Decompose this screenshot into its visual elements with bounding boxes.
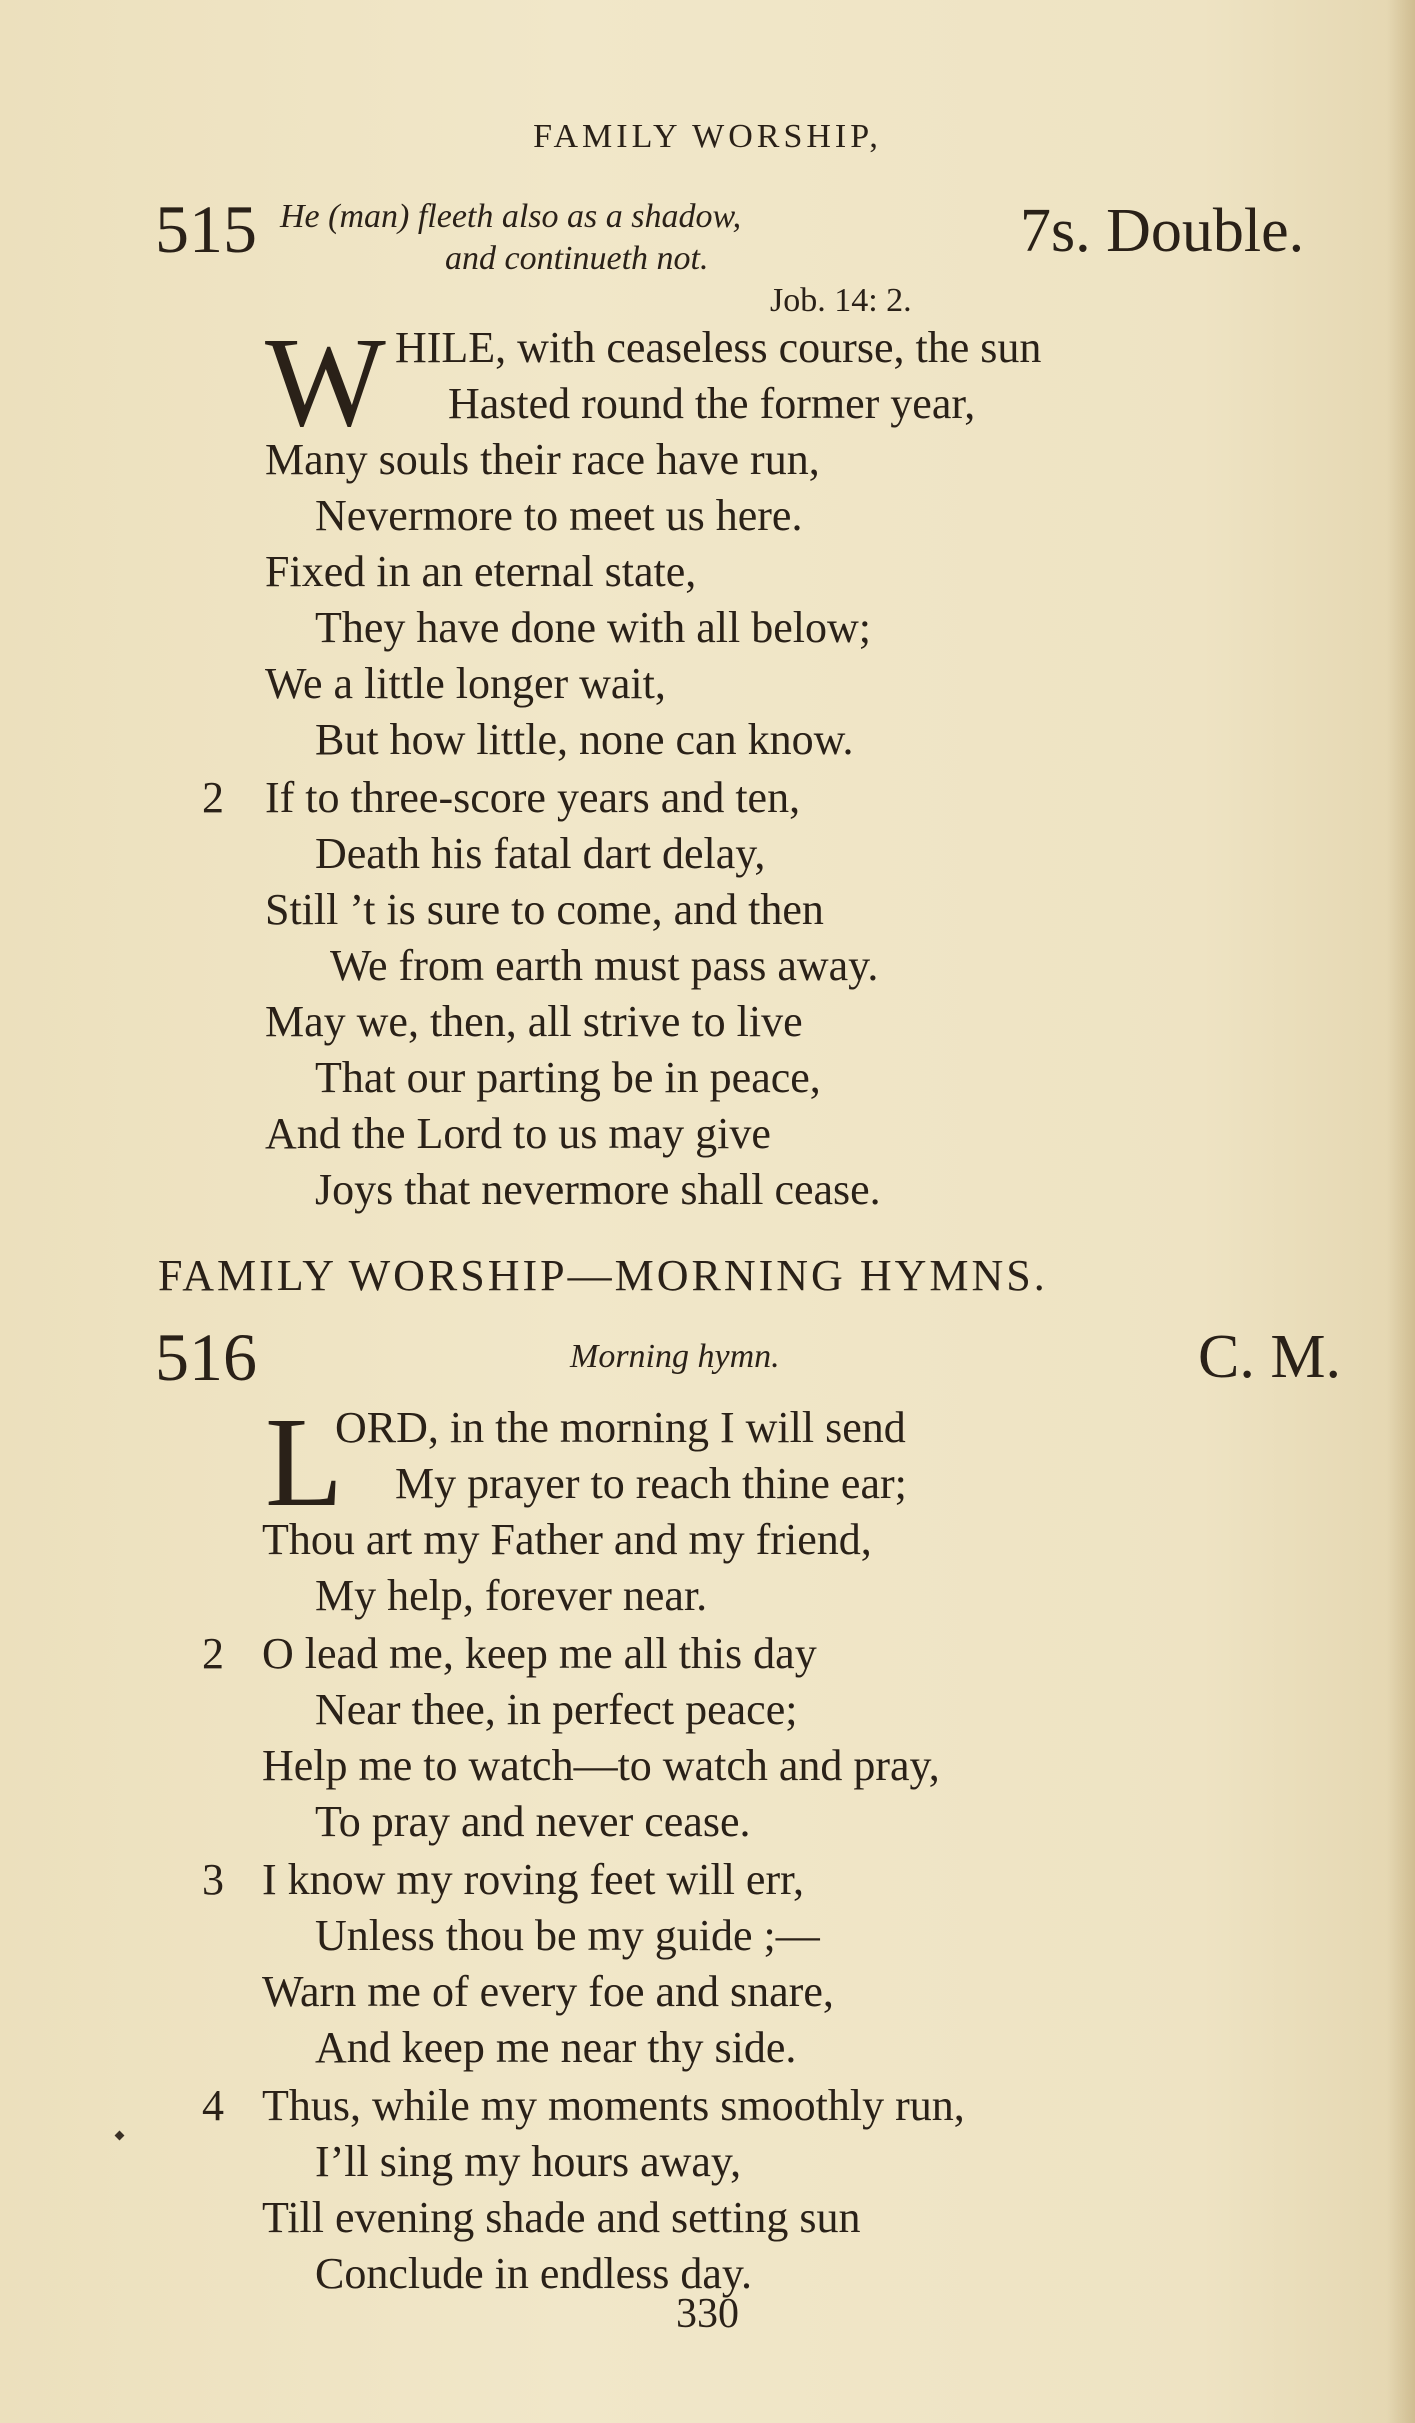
hymn-515-line-5: Fixed in an eternal state, <box>265 547 697 596</box>
hymn-516-line-10: Unless thou be my guide ;— <box>315 1911 820 1960</box>
hymn-number-516: 516 <box>155 1319 257 1395</box>
running-head: FAMILY WORSHIP, <box>533 118 882 155</box>
hymn-516-stanza-number-4: 4 <box>202 2081 224 2130</box>
hymn-515-line-16: Joys that nevermore shall cease. <box>315 1165 881 1214</box>
hymn-515-stanza-number-2: 2 <box>202 773 224 822</box>
hymn-515-line-15: And the Lord to us may give <box>265 1109 771 1158</box>
hymn-515-line-8: But how little, none can know. <box>315 715 854 764</box>
hymn-516-line-15: Till evening shade and setting sun <box>262 2193 861 2242</box>
hymn-516-line-3: Thou art my Father and my friend, <box>262 1515 872 1564</box>
hymn-516-dropcap: L <box>265 1391 344 1533</box>
hymn-515-line-11: Still ’t is sure to come, and then <box>265 885 824 934</box>
hymn-516-line-12: And keep me near thy side. <box>315 2023 797 2072</box>
hymn-515-line-2: Hasted round the former year, <box>448 379 976 428</box>
hymn-515-scripture-reference: Job. 14: 2. <box>770 282 912 319</box>
hymn-515-epigraph-line-2: and continueth not. <box>445 240 709 277</box>
hymn-515-line-13: May we, then, all strive to live <box>265 997 803 1046</box>
hymn-515-line-4: Nevermore to meet us here. <box>315 491 803 540</box>
hymn-516-title: Morning hymn. <box>570 1338 780 1375</box>
page-speck <box>115 2131 125 2141</box>
hymn-515-line-6: They have done with all below; <box>315 603 871 652</box>
hymn-515-line-1: HILE, with ceaseless course, the sun <box>395 323 1042 372</box>
hymn-516-line-4: My help, forever near. <box>315 1571 708 1620</box>
hymn-515-line-10: Death his fatal dart delay, <box>315 829 766 878</box>
page-number: 330 <box>676 2291 739 2337</box>
hymn-515-line-14: That our parting be in peace, <box>315 1053 821 1102</box>
hymn-516-line-11: Warn me of every foe and snare, <box>262 1967 834 2016</box>
page-edge-shading <box>1387 0 1415 2423</box>
hymn-515-epigraph-line-1: He (man) fleeth also as a shadow, <box>280 198 742 235</box>
hymn-516-line-6: Near thee, in perfect peace; <box>315 1685 798 1734</box>
hymn-516-line-8: To pray and never cease. <box>315 1797 751 1846</box>
hymn-515-meter: 7s. Double. <box>1020 197 1305 265</box>
hymn-516-line-1: ORD, in the morning I will send <box>335 1403 906 1452</box>
section-title: FAMILY WORSHIP—MORNING HYMNS. <box>158 1251 1048 1300</box>
hymn-516-line-5: O lead me, keep me all this day <box>262 1629 817 1678</box>
hymn-515-line-3: Many souls their race have run, <box>265 435 820 484</box>
hymn-number-515: 515 <box>155 191 257 267</box>
hymn-516-line-14: I’ll sing my hours away, <box>315 2137 742 2186</box>
hymn-516-line-7: Help me to watch—to watch and pray, <box>262 1741 940 1790</box>
hymn-516-line-13: Thus, while my moments smoothly run, <box>262 2081 965 2130</box>
hymn-516-line-2: My prayer to reach thine ear; <box>395 1459 907 1508</box>
hymn-515-line-9: If to three-score years and ten, <box>265 773 801 822</box>
hymn-515-line-12: We from earth must pass away. <box>330 941 879 990</box>
hymn-516-line-9: I know my roving feet will err, <box>262 1855 804 1904</box>
hymn-515-line-7: We a little longer wait, <box>265 659 666 708</box>
hymn-516-line-16: Conclude in endless day. <box>315 2249 753 2298</box>
hymn-515-dropcap: W <box>265 311 386 453</box>
hymn-516-stanza-number-2: 2 <box>202 1629 224 1678</box>
hymn-516-meter: C. M. <box>1198 1323 1341 1391</box>
hymn-516-stanza-number-3: 3 <box>202 1855 224 1904</box>
